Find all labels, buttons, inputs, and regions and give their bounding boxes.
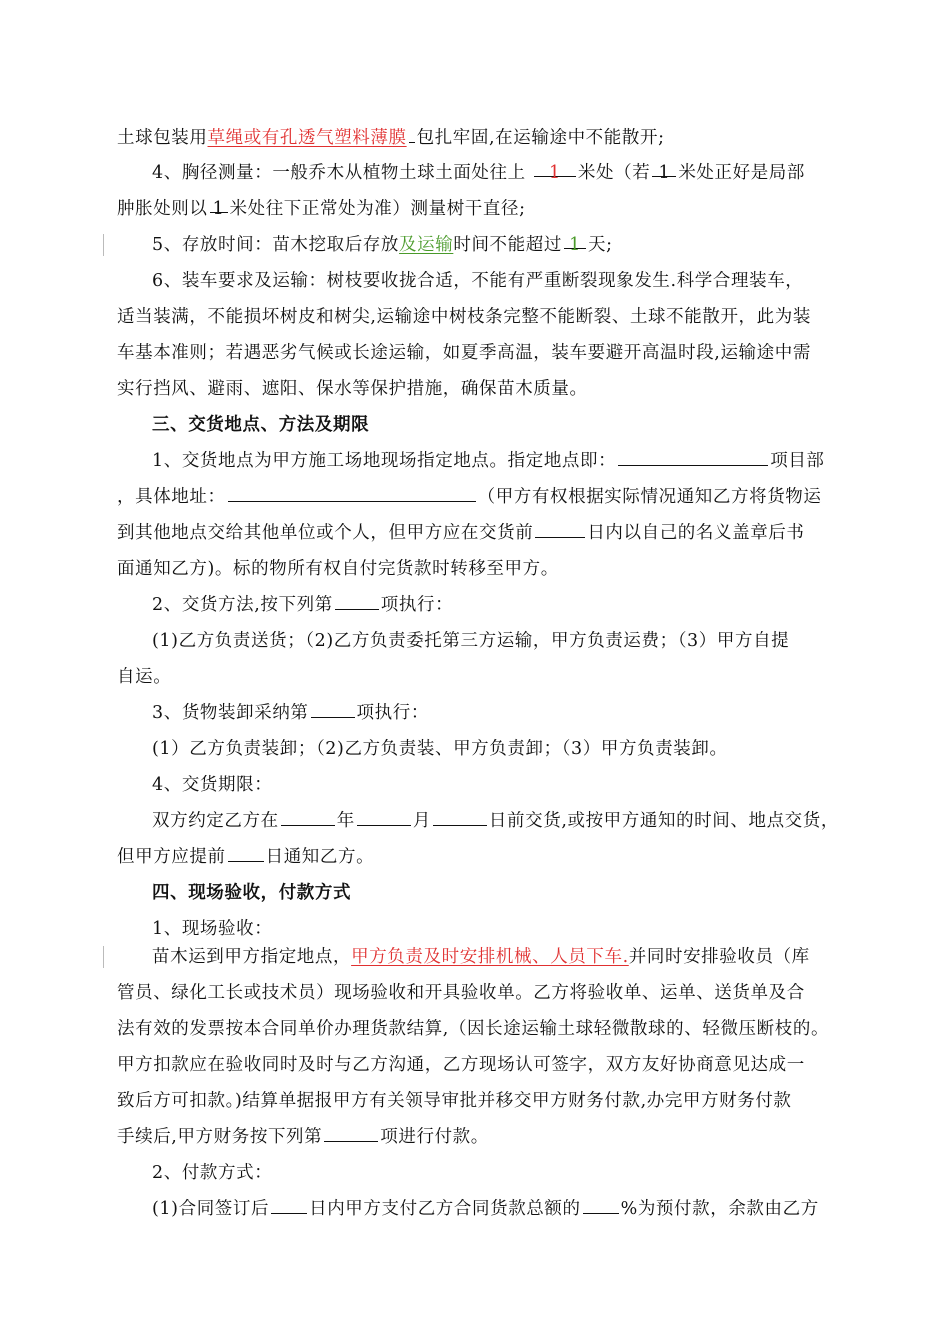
text-segment: 日内甲方支付乙方合同货款总额的 xyxy=(309,1199,581,1219)
text-segment: 项执行： xyxy=(356,703,429,723)
text-segment: 并同时安排验收员（库 xyxy=(628,947,810,967)
text-line-26: 致后方可扣款。)结算单据报甲方有关领导审批并移交甲方财务付款,办完甲方财务付款 xyxy=(117,1091,792,1111)
text-line-7: 车基本准则；若遇恶劣气候或长途运输，如夏季高温，装车要避开高温时段,运输途中需 xyxy=(117,343,811,363)
blank-underline xyxy=(281,807,335,826)
green-underlined-text: 及运输 xyxy=(399,235,454,255)
filled-blank: 1 xyxy=(564,230,586,249)
text-line-4 xyxy=(152,230,870,260)
text-line-21: 1、现场验收： xyxy=(152,919,273,939)
text-line-17: (1）乙方负责装卸；（2)乙方负责装、甲方负责卸；（3）甲方负责装卸。 xyxy=(152,739,728,759)
text-line-15: 自运。 xyxy=(117,667,172,687)
text-line-8: 实行挡风、避雨、遮阳、保水等保护措施，确保苗木质量。 xyxy=(117,379,588,399)
blank-underline xyxy=(228,483,476,502)
text-segment: 包扎牢固,在运输途中不能散开; xyxy=(416,128,665,148)
blank-underline xyxy=(271,1195,307,1214)
blank-underline xyxy=(335,591,379,610)
text-segment: 2、交货方法,按下列第 xyxy=(152,595,333,615)
text-line-1 xyxy=(117,123,870,153)
blank-underline xyxy=(583,1195,619,1214)
text-segment: 月 xyxy=(412,811,431,831)
text-line-6: 适当装满，不能损坏树皮和树尖,运输途中树枝条完整不能断裂、土球不能散开，此为装 xyxy=(117,307,811,327)
blank-underline xyxy=(311,699,355,718)
blank-underline xyxy=(433,807,487,826)
text-segment: 米处正好是局部 xyxy=(678,163,806,183)
text-segment: 项目部 xyxy=(770,451,825,471)
red-underlined-text: 草绳或有孔透气塑料薄膜 xyxy=(207,128,407,148)
text-line-19 xyxy=(152,806,870,836)
text-segment: ，具体地址： xyxy=(117,487,226,507)
text-line-3 xyxy=(117,194,870,224)
revision-mark xyxy=(103,946,104,968)
text-segment: 手续后,甲方财务按下列第 xyxy=(117,1127,323,1147)
text-segment: 但甲方应提前 xyxy=(117,847,226,867)
section-heading-4: 四、现场验收，付款方式 xyxy=(152,883,352,903)
text-segment: 土球包装用 xyxy=(117,128,208,148)
text-line-28: 2、付款方式： xyxy=(152,1163,273,1183)
text-segment: (1)合同签订后 xyxy=(152,1199,270,1219)
text-line-5: 6、装车要求及运输：树枝要收拢合适，不能有严重断裂现象发生.科学合理装车， xyxy=(152,271,804,291)
blank-underline xyxy=(324,1123,378,1142)
section-heading-3: 三、交货地点、方法及期限 xyxy=(152,415,370,435)
text-segment: 米处（若 xyxy=(577,163,651,183)
blank-underline xyxy=(228,843,264,862)
text-segment: （甲方有权根据实际情况通知乙方将货物运 xyxy=(477,487,822,507)
text-segment: 4、胸径测量：一般乔木从植物土球土面处往上 xyxy=(152,163,526,183)
filled-blank: 1 xyxy=(534,158,576,177)
blank-underline xyxy=(535,519,585,538)
text-segment: 天; xyxy=(587,235,613,255)
text-segment: 米处往下正常处为准）测量树干直径; xyxy=(229,199,526,219)
text-line-29 xyxy=(152,1194,870,1224)
text-segment: 日通知乙方。 xyxy=(265,847,375,867)
blank-underline xyxy=(409,124,415,143)
text-segment: 肿胀处则以 xyxy=(117,199,208,219)
text-line-16 xyxy=(152,698,870,728)
text-segment: 1、交货地点为甲方施工场地现场指定地点。指定地点即： xyxy=(152,451,617,471)
red-underlined-text: 甲方负责及时安排机械、人员下车. xyxy=(351,947,629,967)
text-segment: 日内以自己的名义盖章后书 xyxy=(587,523,805,543)
text-segment: 日前交货,或按甲方通知的时间、地点交货， xyxy=(488,811,839,831)
text-line-22 xyxy=(152,942,870,972)
blank-underline xyxy=(618,447,768,466)
blank-underline xyxy=(357,807,411,826)
text-line-25: 甲方扣款应在验收同时及时与乙方沟通，乙方现场认可签字，双方友好协商意见达成一 xyxy=(117,1055,805,1075)
text-line-23: 管员、绿化工长或技术员）现场验收和开具验收单。乙方将验收单、运单、送货单及合 xyxy=(117,983,805,1003)
text-line-11 xyxy=(117,518,870,548)
text-segment: 3、货物装卸采纳第 xyxy=(152,703,309,723)
text-line-18: 4、交货期限： xyxy=(152,775,273,795)
text-line-27 xyxy=(117,1122,870,1152)
filled-blank: 1 xyxy=(652,158,676,177)
text-segment: 双方约定乙方在 xyxy=(152,811,279,831)
revision-mark xyxy=(103,234,104,256)
text-segment: 项进行付款。 xyxy=(380,1127,489,1147)
text-segment: %为预付款，余款由乙方 xyxy=(620,1199,819,1219)
text-line-12: 面通知乙方)。标的物所有权自付完货款时转移至甲方。 xyxy=(117,559,559,579)
text-segment: 5、存放时间：苗木挖取后存放 xyxy=(152,235,400,255)
text-line-10 xyxy=(117,482,870,512)
text-line-13 xyxy=(152,590,870,620)
text-segment: 年 xyxy=(336,811,355,831)
text-segment: 到其他地点交给其他单位或个人，但甲方应在交货前 xyxy=(117,523,534,543)
text-line-24: 法有效的发票按本合同单价办理货款结算,（因长途运输土球轻微散球的、轻微压断枝的。 xyxy=(117,1019,830,1039)
filled-blank: 1 xyxy=(210,194,228,213)
text-line-14: (1)乙方负责送货；（2)乙方负责委托第三方运输，甲方负责运费；（3）甲方自提 xyxy=(152,631,790,651)
text-segment: 苗木运到甲方指定地点， xyxy=(152,947,352,967)
text-segment: 项执行： xyxy=(380,595,454,615)
text-line-2 xyxy=(152,158,870,188)
text-segment: 时间不能超过 xyxy=(453,235,562,255)
text-line-20 xyxy=(117,842,870,872)
text-line-9 xyxy=(152,446,870,476)
